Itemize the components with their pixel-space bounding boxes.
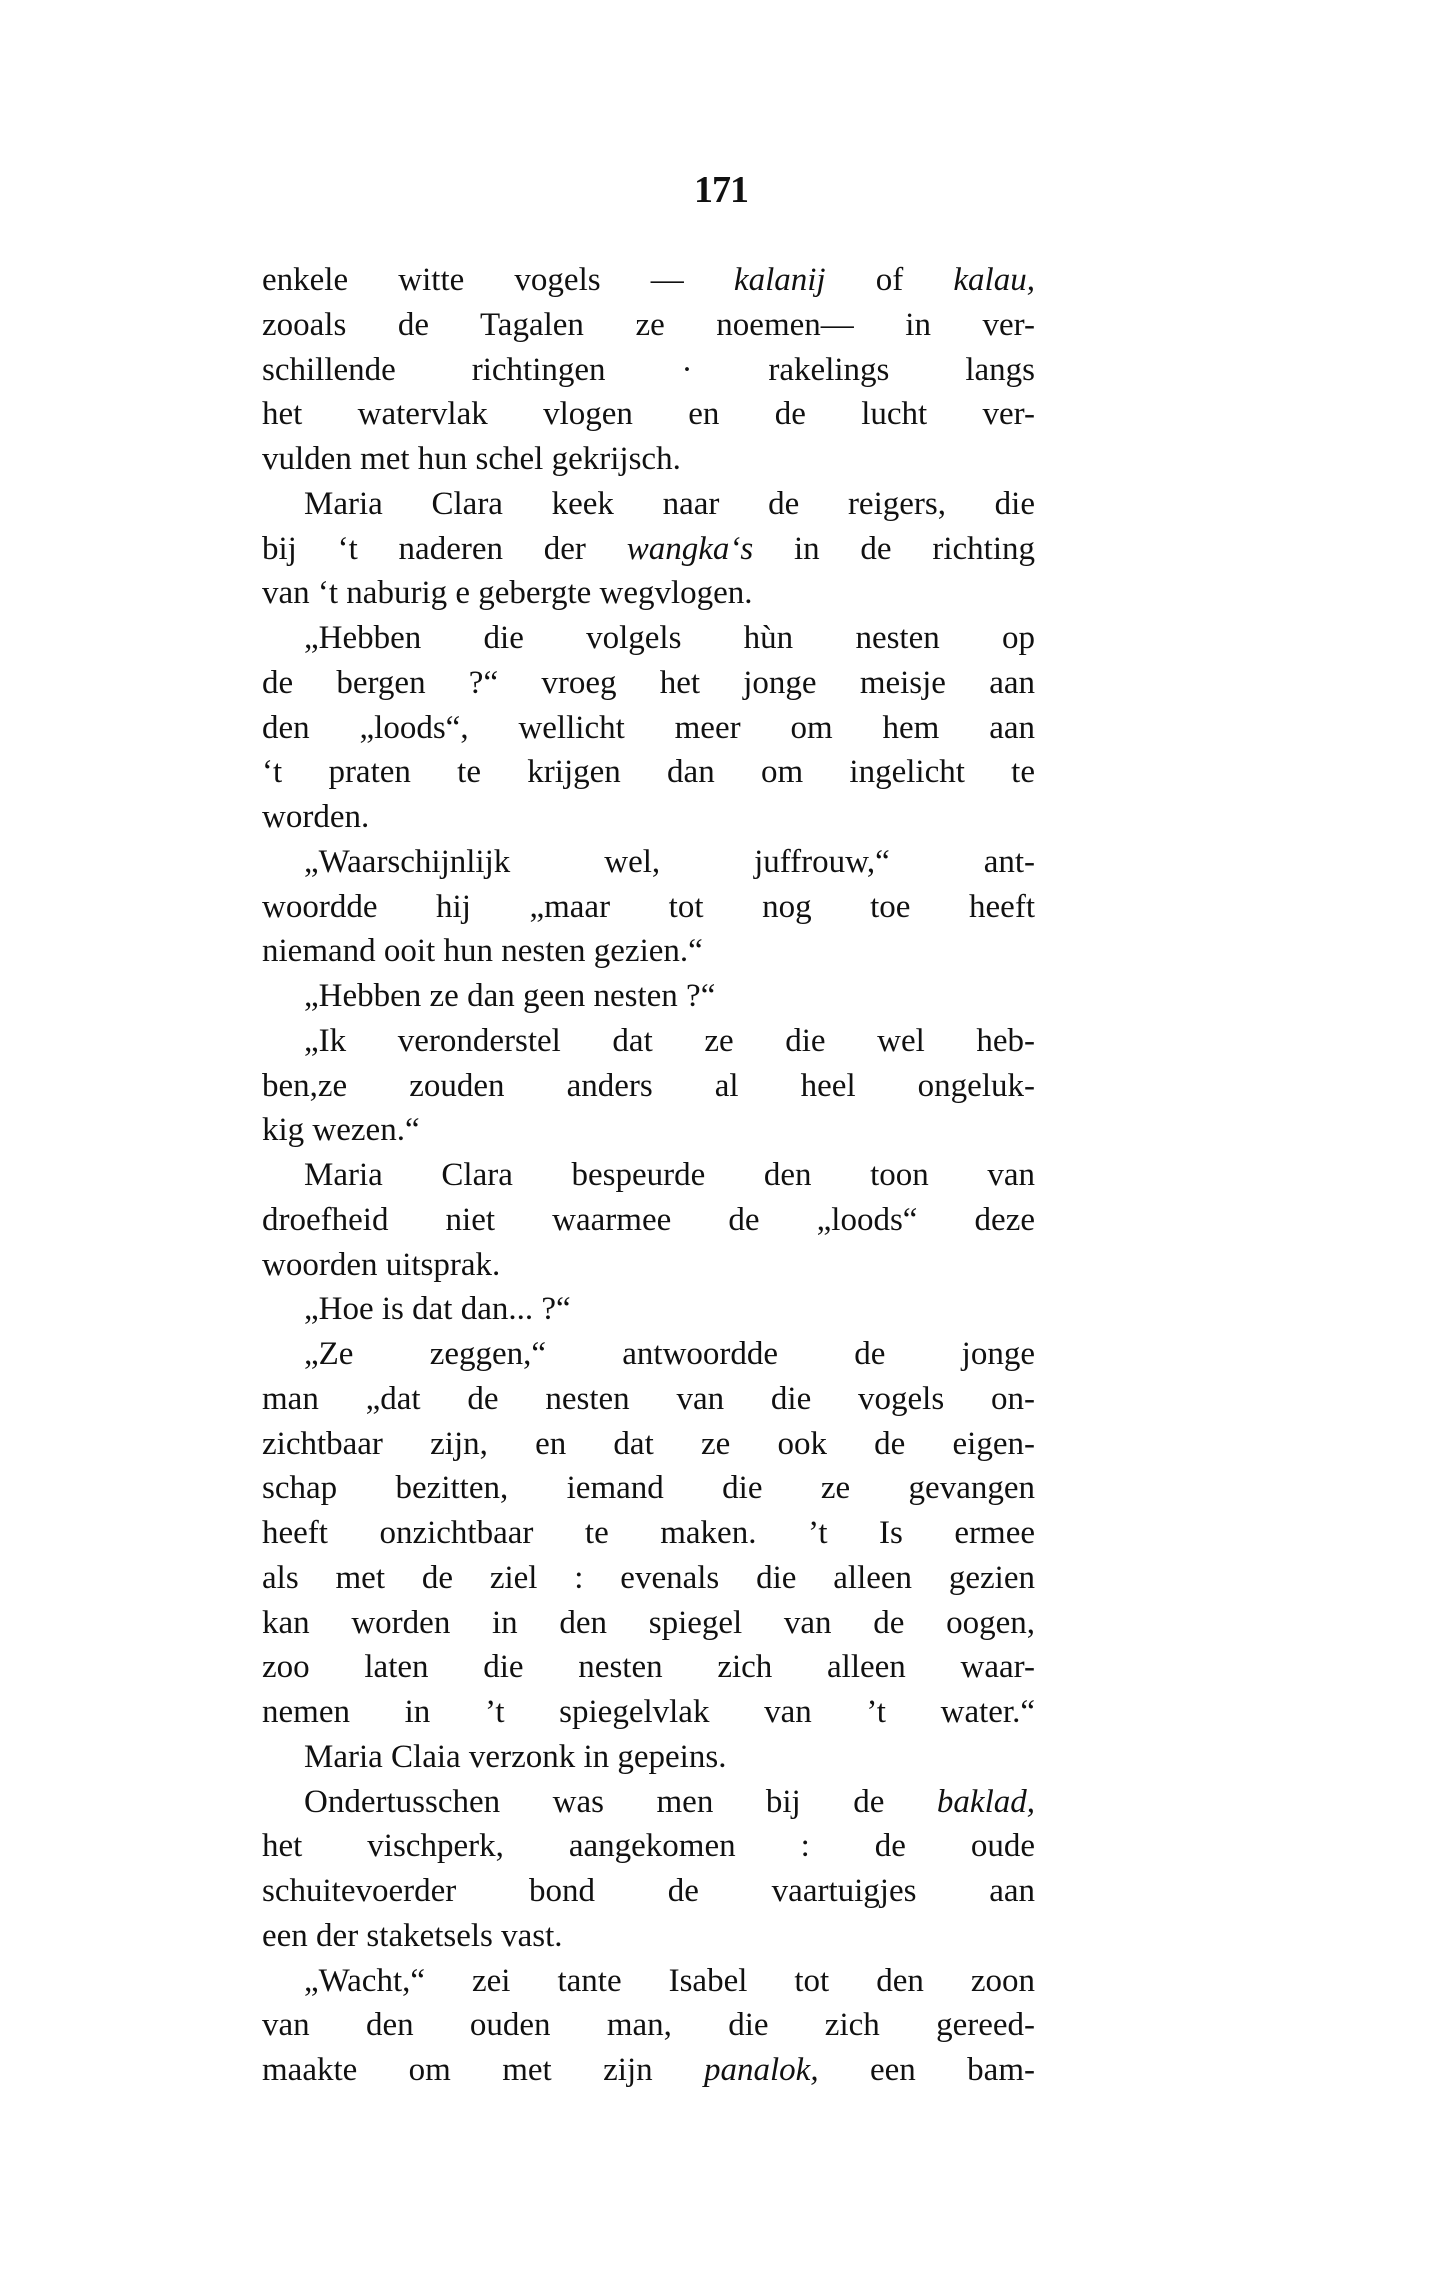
text-segment: nemen in ’t spiegelvlak van ’t water.“ [262,1694,1035,1730]
text-segment: of [825,262,954,298]
italic-term: wangka‘s [626,530,754,567]
text-line [262,348,1035,393]
text-line [262,1243,1035,1288]
text-segment: Maria Clara bespeurde den toon van [304,1157,1035,1193]
text-line [262,437,1035,482]
text-segment: enkele witte vogels — [262,262,734,298]
text-segment: de bergen ?“ vroeg het jonge meisje aan [262,664,1035,701]
text-line [262,1287,1035,1332]
text-line [262,1601,1035,1646]
text-segment: zooals de Tagalen ze noemen— in ver- [262,306,1035,343]
text-line [262,1690,1035,1735]
text-line [262,258,1035,303]
text-segment: „Ze zeggen,“ antwoordde de jonge [304,1336,1035,1372]
text-segment: droefheid niet waarmee de „loods“ deze [262,1201,1035,1238]
text-line [262,929,1035,974]
text-line [262,1914,1035,1959]
text-segment: maakte om met zijn [262,2052,705,2088]
text-segment: worden. [262,799,370,835]
text-line [262,1511,1035,1556]
text-line [262,303,1035,348]
text-line [262,2003,1035,2048]
text-segment: ‘t praten te krijgen dan om ingelicht te [262,754,1035,791]
text-segment: in de richting [753,530,1035,567]
text-segment: bij ‘t naderen der [262,530,627,567]
text-segment: „Hebben ze dan geen nesten ?“ [304,978,716,1014]
text-segment: ben,ze zouden anders al heel ongeluk- [262,1067,1035,1104]
text-line [262,974,1035,1019]
text-segment: Maria Clara keek naar de reigers, die [304,485,1035,522]
text-segment: als met de ziel : evenals die alleen gezien [262,1559,1035,1596]
text-line [262,1466,1035,1511]
text-line [262,840,1035,885]
text-segment: vulden met hun schel gekrijsch. [262,441,681,477]
text-line [262,1645,1035,1690]
page-number: 171 [694,169,748,211]
text-segment: Maria Claia verzonk in gepeins. [304,1738,727,1775]
text-line [262,1198,1035,1243]
text-line [262,1377,1035,1422]
text-segment: een bam- [818,2052,1035,2088]
text-line [262,616,1035,661]
text-line [262,1869,1035,1914]
text-segment: van ‘t naburig e gebergte wegvlogen. [262,575,753,612]
text-line [262,1556,1035,1601]
text-segment: zoo laten die nesten zich alleen waar- [262,1649,1035,1686]
text-line [262,706,1035,751]
text-segment: het watervlak vlogen en de lucht ver- [262,396,1035,433]
text-segment: „Hebben die volgels hùn nesten op [304,620,1035,656]
text-segment: kig wezen.“ [262,1112,420,1149]
text-segment: „Waarschijnlijk wel, juffrouw,“ ant- [304,843,1035,880]
text-segment: niemand ooit hun nesten gezien.“ [262,933,703,970]
text-line [262,795,1035,840]
text-line [262,1108,1035,1153]
text-line [262,482,1035,527]
italic-term: kalanij [733,262,826,298]
text-line [262,392,1035,437]
text-line [262,1153,1035,1198]
text-line [262,1019,1035,1064]
text-line [262,1332,1035,1377]
text-line [262,750,1035,795]
text-segment: van den ouden man, die zich gereed- [262,2007,1035,2044]
text-line [262,2048,1035,2093]
text-segment: heeft onzichtbaar te maken. ’t Is ermee [262,1515,1035,1551]
text-segment: zichtbaar zijn, en dat ze ook de eigen- [262,1425,1035,1462]
text-line [262,571,1035,616]
text-line [262,1422,1035,1467]
italic-term: baklad, [936,1783,1035,1820]
body-text [262,258,1035,2093]
text-line [262,1735,1035,1780]
text-line [262,1824,1035,1869]
text-segment: kan worden in den spiegel van de oogen, [262,1604,1035,1641]
text-line [262,661,1035,706]
text-line [262,527,1035,572]
text-segment: schap bezitten, iemand die ze gevangen [262,1470,1035,1507]
italic-term: kalau, [953,262,1035,298]
text-segment: woorden uitsprak. [262,1246,501,1283]
text-segment: Ondertusschen was men bij de [304,1783,937,1820]
text-segment: man „dat de nesten van die vogels on- [262,1380,1035,1417]
text-segment: „Hoe is dat dan... ?“ [304,1291,571,1328]
text-segment: schillende richtingen · rakelings langs [262,351,1035,388]
italic-term: panalok, [704,2052,819,2088]
text-segment: „Wacht,“ zei tante Isabel tot den zoon [304,1962,1035,1999]
text-segment: een der staketsels vast. [262,1917,563,1954]
text-line [262,1780,1035,1825]
text-segment: den „loods“, wellicht meer om hem aan [262,709,1035,746]
text-segment: woordde hij „maar tot nog toe heeft [262,888,1035,925]
text-line [262,1064,1035,1109]
text-segment: schuitevoerder bond de vaartuigjes aan [262,1873,1035,1909]
text-line [262,885,1035,930]
text-segment: „Ik veronderstel dat ze die wel heb- [304,1022,1035,1059]
text-line [262,1959,1035,2004]
text-segment: het vischperk, aangekomen : de oude [262,1828,1035,1865]
